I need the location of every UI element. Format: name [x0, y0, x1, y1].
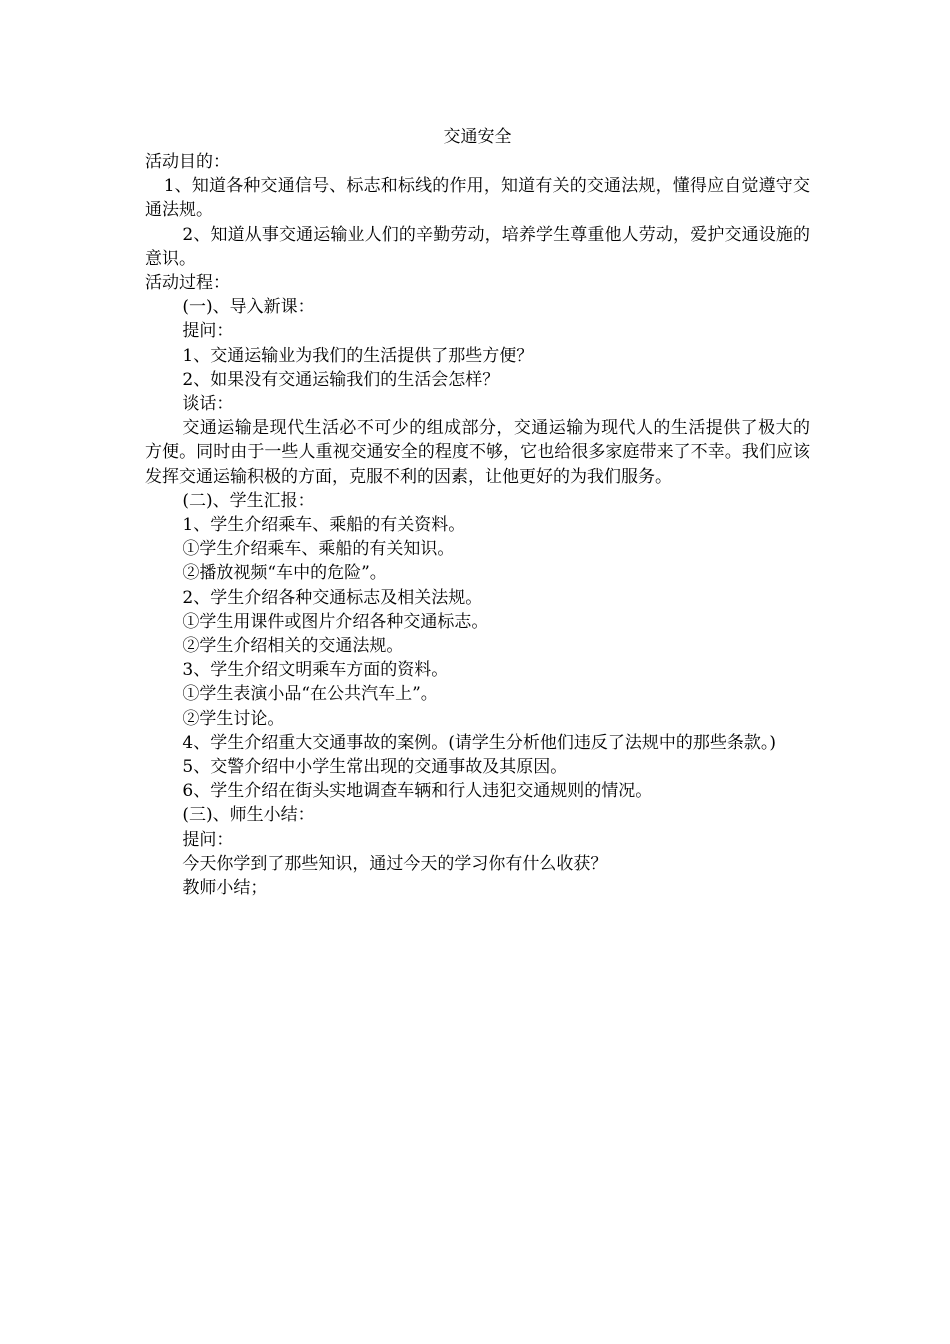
paragraph: 教师小结； — [182, 878, 268, 899]
paragraph: 1、交通运输业为我们的生活提供了那些方便？ — [182, 345, 534, 366]
paragraph: ①学生介绍乘车、乘船的有关知识。 — [182, 539, 455, 560]
paragraph: (二)、学生汇报： — [182, 490, 315, 511]
paragraph: 谈话： — [182, 394, 234, 415]
paragraph: (三)、师生小结： — [182, 805, 315, 826]
paragraph: 2、如果没有交通运输我们的生活会怎样？ — [182, 369, 500, 390]
paragraph: 5、交警介绍中小学生常出现的交通事故及其原因。 — [182, 757, 568, 778]
paragraph: 2、学生介绍各种交通标志及相关法规。 — [182, 587, 483, 608]
document-body — [145, 150, 810, 900]
paragraph: ②学生介绍相关的交通法规。 — [182, 636, 404, 657]
paragraph: 3、学生介绍文明乘车方面的资料。 — [182, 660, 449, 681]
paragraph: ②播放视频“车中的危险”。 — [182, 563, 387, 584]
paragraph: 1、知道各种交通信号、标志和标线的作用，知道有关的交通法规，懂得应自觉遵守交通法规。 — [145, 176, 810, 221]
paragraph: ②学生讨论。 — [182, 708, 285, 729]
paragraph: 1、学生介绍乘车、乘船的有关资料。 — [182, 515, 466, 536]
paragraph: 提问： — [182, 321, 234, 342]
paragraph: 活动过程： — [145, 273, 230, 294]
paragraph: ①学生表演小品“在公共汽车上”。 — [182, 684, 438, 705]
paragraph: 提问： — [182, 829, 234, 850]
paragraph: 交通运输是现代生活必不可少的组成部分，交通运输为现代人的生活提供了极大的方便。同时由于一些人重视交通安全的程度不够，它也给很多家庭带来了不幸。我们应该发挥交通运输积极的方面，克服不利的因素，让他更好的为我们服务。 — [145, 418, 810, 487]
paragraph: 4、学生介绍重大交通事故的案例。(请学生分析他们违反了法规中的那些条款。) — [182, 732, 776, 753]
paragraph: (一)、导入新课： — [182, 297, 315, 318]
paragraph: 2、知道从事交通运输业人们的辛勤劳动，培养学生尊重他人劳动，爱护交通设施的意识。 — [145, 224, 810, 269]
paragraph: 活动目的： — [145, 152, 230, 172]
paragraph: 6、学生介绍在街头实地调查车辆和行人违犯交通规则的情况。 — [182, 781, 653, 802]
paragraph: 今天你学到了那些知识，通过今天的学习你有什么收获？ — [182, 853, 608, 874]
document-title: 交通安全 — [443, 127, 512, 147]
paragraph: ①学生用课件或图片介绍各种交通标志。 — [182, 611, 489, 632]
document-page — [145, 125, 810, 900]
